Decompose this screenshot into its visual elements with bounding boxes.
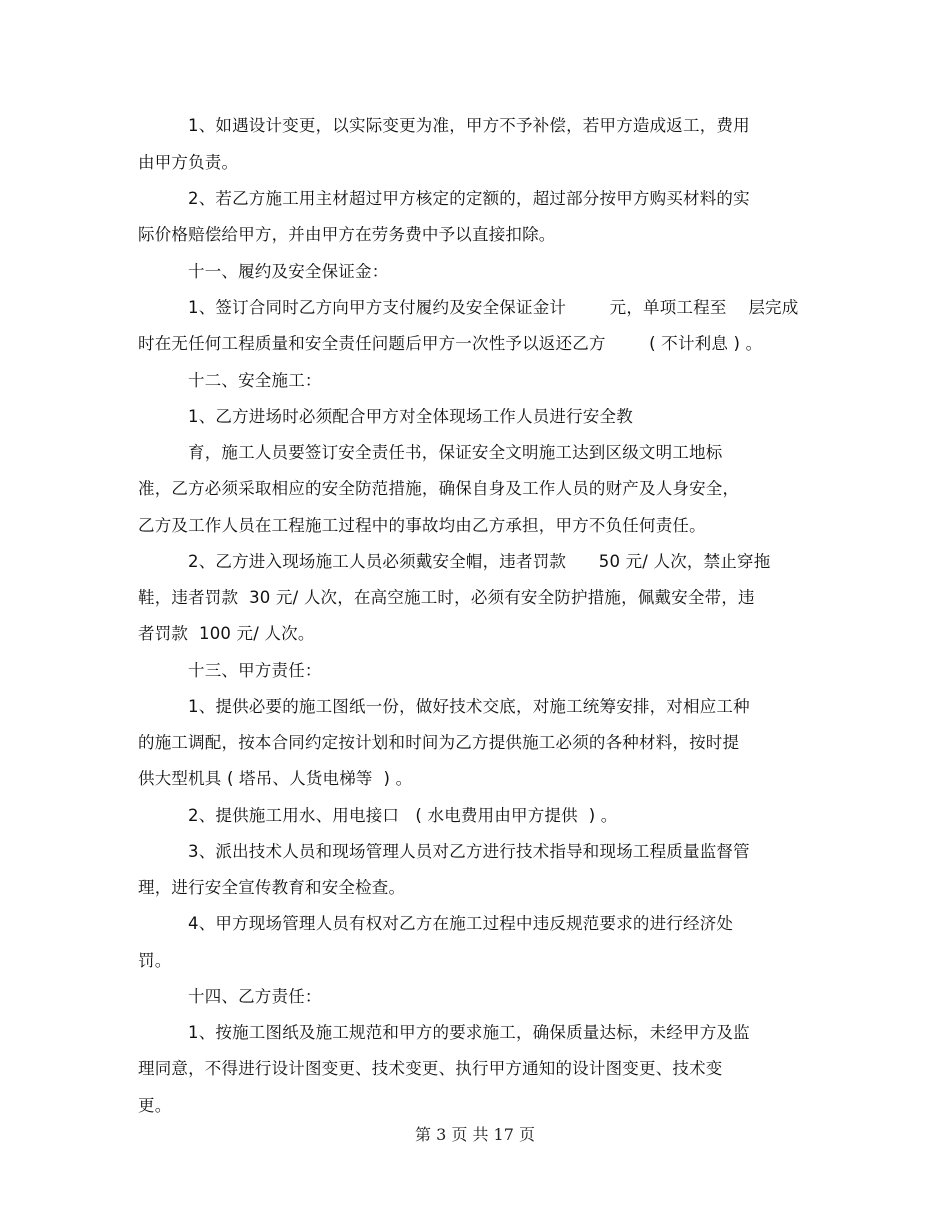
text-line: 由甲方负责。 <box>138 153 239 172</box>
text-line: 育，施工人员要签订安全责任书，保证安全文明施工达到区级文明工地标 <box>188 443 723 462</box>
text-line: 2、若乙方施工用主材超过甲方核定的定额的，超过部分按甲方购买材料的实 <box>188 189 750 208</box>
section-heading: 十四、乙方责任： <box>188 987 322 1006</box>
text-line: 2、提供施工用水、用电接口 ( 水电费用由甲方提供 ) 。 <box>188 806 618 825</box>
text-line: 际价格赔偿给甲方，并由甲方在劳务费中予以直接扣除。 <box>138 225 556 244</box>
text-line: 准，乙方必须采取相应的安全防范措施，确保自身及工作人员的财产及人身安全， <box>138 479 740 498</box>
text-line: 罚。 <box>138 951 172 970</box>
text-line: 供大型机具 ( 塔吊、人货电梯等 ) 。 <box>138 769 413 788</box>
text-line: 3、派出技术人员和现场管理人员对乙方进行技术指导和现场工程质量监督管 <box>188 842 750 861</box>
text-line: 1、按施工图纸及施工规范和甲方的要求施工，确保质量达标，未经甲方及监 <box>188 1023 750 1042</box>
text-line: 的施工调配，按本合同约定按计划和时间为乙方提供施工必须的各种材料，按时提 <box>138 733 740 752</box>
text-line: 者罚款 100 元/ 人次。 <box>138 624 315 643</box>
text-line: 1、签订合同时乙方向甲方支付履约及安全保证金计 元，单项工程至 层完成 <box>188 298 799 317</box>
page-footer: 第 3 页 共 17 页 <box>415 1125 535 1144</box>
text-line: 1、提供必要的施工图纸一份，做好技术交底，对施工统筹安排，对相应工种 <box>188 697 750 716</box>
text-line: 鞋，违者罚款 30 元/ 人次，在高空施工时，必须有安全防护措施，佩戴安全带，违 <box>138 588 755 607</box>
text-line: 4、甲方现场管理人员有权对乙方在施工过程中违反规范要求的进行经济处 <box>188 914 734 933</box>
text-line: 理同意，不得进行设计图变更、技术变更、执行甲方通知的设计图变更、技术变 <box>138 1059 723 1078</box>
section-heading: 十三、甲方责任： <box>188 661 322 680</box>
section-heading: 十一、履约及安全保证金： <box>188 262 389 281</box>
text-line: 时在无任何工程质量和安全责任问题后甲方一次性予以返还乙方 ( 不计利息 ) 。 <box>138 334 763 353</box>
text-line: 2、乙方进入现场施工人员必须戴安全帽，违者罚款 50 元/ 人次，禁止穿拖 <box>188 552 771 571</box>
text-line: 理，进行安全宣传教育和安全检查。 <box>138 878 406 897</box>
text-line: 更。 <box>138 1096 172 1115</box>
text-line: 1、乙方进场时必须配合甲方对全体现场工作人员进行安全教 <box>188 407 633 426</box>
text-line: 乙方及工作人员在工程施工过程中的事故均由乙方承担，甲方不负任何责任。 <box>138 516 706 535</box>
section-heading: 十二、安全施工： <box>188 371 322 390</box>
text-line: 1、如遇设计变更，以实际变更为准，甲方不予补偿，若甲方造成返工，费用 <box>188 116 750 135</box>
